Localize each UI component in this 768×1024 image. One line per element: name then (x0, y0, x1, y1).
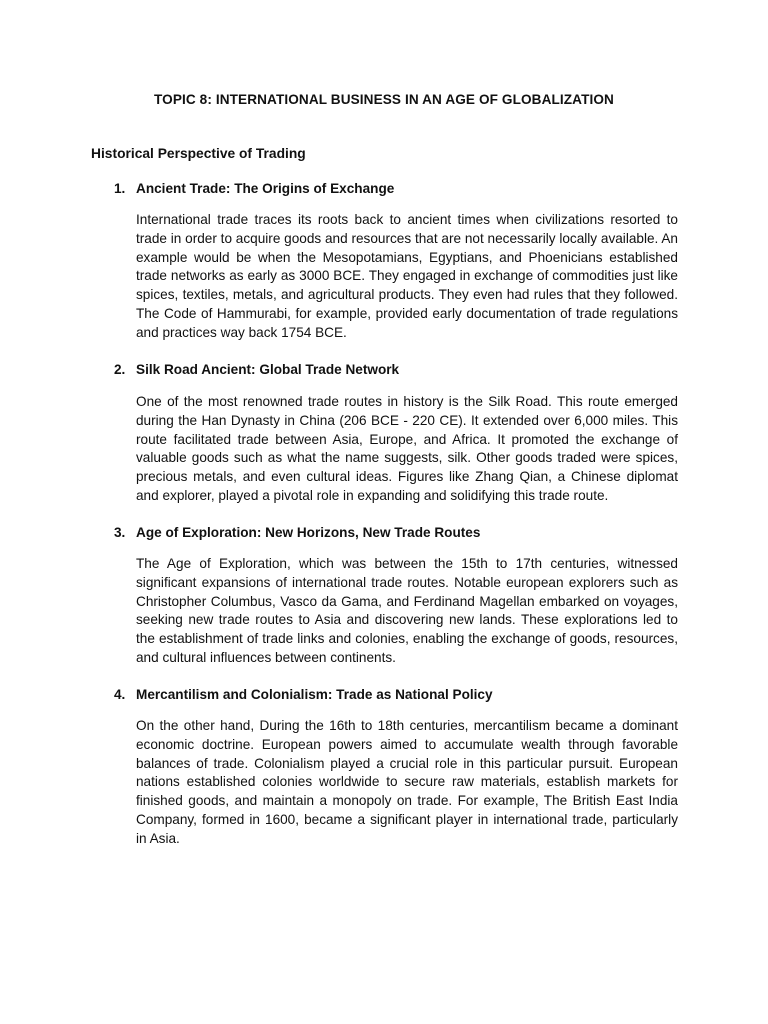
subsection-heading-2 (114, 362, 399, 377)
section-heading: Historical Perspective of Trading (91, 146, 306, 161)
paragraph-age-of-exploration: The Age of Exploration, which was between the 15th to 17th centuries, witnessed significant expansions of international trade routes. Notable european explorers such as Christopher Columbus, Vasco da Gama, and Ferdinand Magellan embarked on voyages, seeking new trade routes to Asia and discovering new lands. These explorations led to the establishment of trade links and colonies, enabling the exchange of goods, resources, and cultural influences between continents. (136, 556, 678, 665)
subsection-heading-1 (114, 181, 394, 196)
document-title: TOPIC 8: INTERNATIONAL BUSINESS IN AN AGE OF GLOBALIZATION (154, 92, 614, 107)
paragraph-silk-road: One of the most renowned trade routes in history is the Silk Road. This route emerged during the Han Dynasty in China (206 BCE - 220 CE). It extended over 6,000 miles. This route facilitated trade between Asia, Europe, and Africa. It promoted the exchange of valuable goods such as what the name suggests, silk. Other goods traded were spices, precious metals, and even cultural ideas. Figures like Zhang Qian, a Chinese diplomat and explorer, played a pivotal role in expanding and solidifying this trade route. (136, 394, 678, 503)
subsection-number: 2. (114, 362, 126, 377)
subsection-title: Age of Exploration: New Horizons, New Trade Routes (136, 525, 481, 540)
subsection-number: 4. (114, 687, 126, 702)
subsection-number: 1. (114, 181, 126, 196)
subsection-title: Ancient Trade: The Origins of Exchange (136, 181, 395, 196)
paragraph-mercantilism: On the other hand, During the 16th to 18th centuries, mercantilism became a dominant economic doctrine. European powers aimed to accumulate wealth through favorable balances of trade. Colonialism played a crucial role in this particular pursuit. European nations established colonies worldwide to secure raw materials, establish markets for finished goods, and maintain a monopoly on trade. For example, The British East India Company, formed in 1600, became a significant player in international trade, particularly in Asia. (136, 718, 678, 846)
subsection-number: 3. (114, 525, 126, 540)
subsection-heading-3 (114, 525, 480, 540)
subsection-title: Silk Road Ancient: Global Trade Network (136, 362, 400, 377)
paragraph-ancient-trade: International trade traces its roots back to ancient times when civilizations resorted to trade in order to acquire goods and resources that are not necessarily locally available. An example would be when the Mesopotamians, Egyptians, and Phoenicians established trade networks as early as 3000 BCE. They engaged in exchange of commodities just like spices, textiles, metals, and agricultural products. They even had rules that they followed. The Code of Hammurabi, for example, provided early documentation of trade regulations and practices way back 1754 BCE. (136, 212, 678, 340)
subsection-heading-4 (114, 687, 493, 702)
subsection-title: Mercantilism and Colonialism: Trade as National Policy (136, 687, 493, 702)
